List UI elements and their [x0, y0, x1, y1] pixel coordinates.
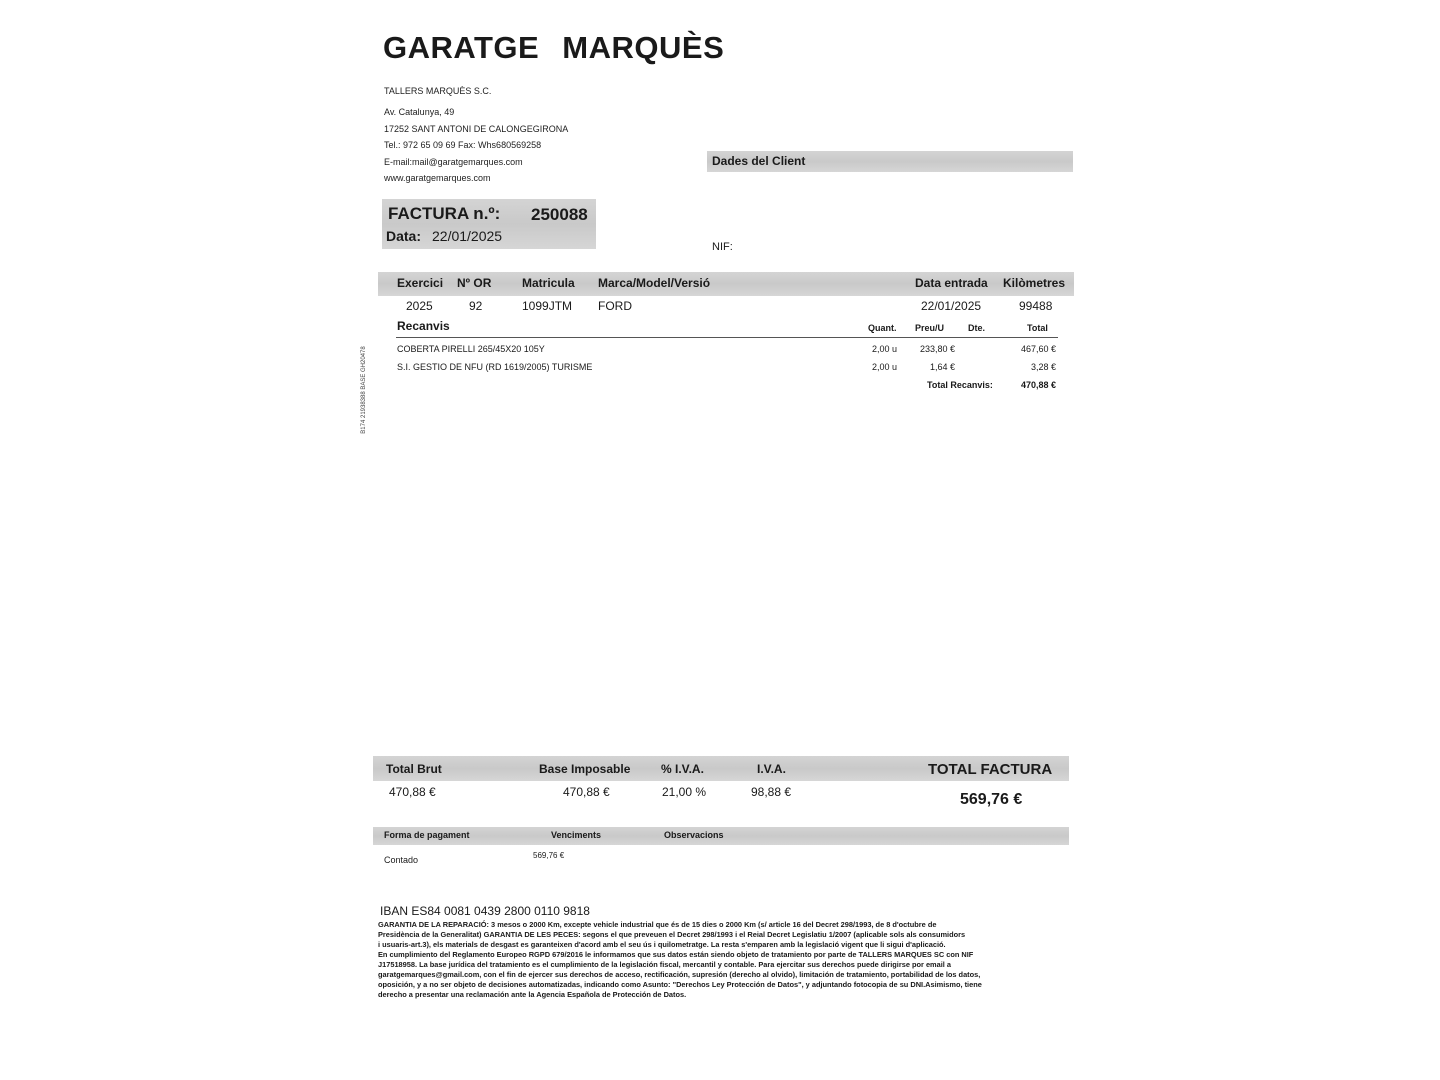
company-web: www.garatgemarques.com: [384, 173, 491, 183]
vehicle-marca: FORD: [598, 299, 632, 313]
vehicle-header-kilometres: Kilòmetres: [1003, 276, 1066, 290]
company-name: TALLERS MARQUÈS S.C.: [384, 86, 492, 96]
vehicle-header-exercici: Exercici: [397, 276, 444, 290]
client-title: Dades del Client: [712, 154, 806, 168]
iva-value: 98,88 €: [751, 785, 792, 799]
parts-header-quant: Quant.: [868, 323, 897, 333]
side-registry-text: B174 21938388 BASE GH20478: [361, 346, 367, 434]
company-email: E-mail:mail@garatgemarques.com: [384, 157, 523, 167]
vehicle-nor: 92: [469, 299, 483, 313]
legal-line: J17518958. La base jurídica del tratamiento es el cumplimiento de la legislación fiscal, mercantil y contable. Para ejercitar sus derechos puede dirigirse por email a: [378, 960, 952, 969]
totals-header-total-factura: TOTAL FACTURA: [928, 761, 1053, 778]
total-factura-value: 569,76 €: [960, 791, 1023, 808]
legal-line: garatgemarques@gmail.com, con el fin de ejercer sus derechos de acceso, rectificación, supresión (derecho al olvido), limitación de tratamiento, portabilidad de los datos,: [378, 970, 981, 979]
totals-header-iva: I.V.A.: [757, 762, 786, 776]
payment-forma-value: Contado: [384, 855, 419, 865]
legal-line: derecho a presentar una reclamación ante la Agencia Española de Protección de Datos.: [378, 990, 687, 999]
totals-header-pct-iva: % I.V.A.: [661, 762, 704, 776]
part-total: 3,28 €: [1030, 362, 1056, 372]
part-quantity: 2,00 u: [872, 344, 898, 354]
total-brut-value: 470,88 €: [389, 785, 436, 799]
parts-header-total: Total: [1027, 323, 1048, 333]
parts-total-label: Total Recanvis:: [927, 380, 993, 390]
totals-header-base: Base Imposable: [539, 762, 631, 776]
payment-header-observacions: Observacions: [664, 830, 724, 840]
vehicle-header-matricula: Matricula: [522, 276, 575, 290]
vehicle-data-entrada: 22/01/2025: [921, 299, 982, 313]
base-imposable-value: 470,88 €: [563, 785, 610, 799]
legal-line: Presidència de la Generalitat) GARANTIA DE LES PECES: segons el que preveuen el Decret 298/1993 i el Reial Decret Legislatiu 1/2007 (aplicable sols als consumidors: [378, 930, 966, 939]
vehicle-exercici: 2025: [406, 299, 433, 313]
vehicle-header-marca: Marca/Model/Versió: [598, 276, 711, 290]
legal-line: i usuaris-art.3), els materials de desgast es garanteixen d'acord amb el seu ús i quilometratge. La resta s'emparen amb la legislació vigent que li sigui d'aplicació.: [378, 940, 946, 949]
company-city: 17252 SANT ANTONI DE CALONGEGIRONA: [384, 124, 569, 134]
parts-header-dte: Dte.: [968, 323, 986, 333]
parts-separator: [396, 337, 1058, 338]
part-description: S.I. GESTIO DE NFU (RD 1619/2005) TURISME: [397, 362, 593, 372]
parts-header-preu: Preu/U: [915, 323, 945, 333]
totals-header-brut: Total Brut: [386, 762, 442, 776]
invoice-date-label: Data:: [386, 228, 422, 244]
invoice-number: 250088: [531, 205, 588, 224]
vehicle-matricula: 1099JTM: [522, 299, 573, 313]
vehicle-kilometres: 99488: [1019, 299, 1053, 313]
vehicle-header-nor: Nº OR: [457, 276, 492, 290]
payment-venciment-value: 569,76 €: [533, 851, 565, 860]
part-unit-price: 1,64 €: [929, 362, 955, 372]
iban: IBAN ES84 0081 0439 2800 0110 9818: [380, 904, 590, 918]
parts-total-value: 470,88 €: [1020, 380, 1056, 390]
part-description: COBERTA PIRELLI 265/45X20 105Y: [397, 344, 545, 354]
company-street: Av. Catalunya, 49: [384, 107, 455, 117]
invoice-date: 22/01/2025: [432, 228, 503, 244]
invoice-number-label: FACTURA n.º:: [388, 204, 501, 223]
company-phone: Tel.: 972 65 09 69 Fax: Whs680569258: [384, 140, 542, 150]
legal-line: GARANTIA DE LA REPARACIÓ: 3 mesos o 2000 Km, excepte vehicle industrial que és de 15 dies o 2000 Km (s/ article 16 del Decret 298/1993, de 8 d'octubre de: [378, 920, 937, 929]
part-quantity: 2,00 u: [872, 362, 898, 372]
legal-line: En cumplimiento del Reglamento Europeo RGPD 679/2016 le informamos que sus datos están siendo objeto de tratamiento por parte de TALLERS MARQUES SC con NIF: [378, 950, 974, 959]
company-title: GARATGE MARQUÈS: [383, 30, 725, 65]
pct-iva-value: 21,00 %: [662, 785, 707, 799]
part-total: 467,60 €: [1020, 344, 1056, 354]
client-nif-label: NIF:: [712, 241, 733, 253]
legal-line: oposición, y a no ser objeto de decisiones automatizadas, indicando como Asunto: "Derechos Ley Protección de Datos", y adjuntando fotocopia de su DNI.Asimismo, tiene: [378, 980, 982, 989]
payment-header-forma: Forma de pagament: [384, 830, 470, 840]
part-unit-price: 233,80 €: [919, 344, 955, 354]
parts-title: Recanvis: [397, 319, 450, 333]
vehicle-header-data-entrada: Data entrada: [915, 276, 988, 290]
payment-header-venciments: Venciments: [551, 830, 602, 840]
